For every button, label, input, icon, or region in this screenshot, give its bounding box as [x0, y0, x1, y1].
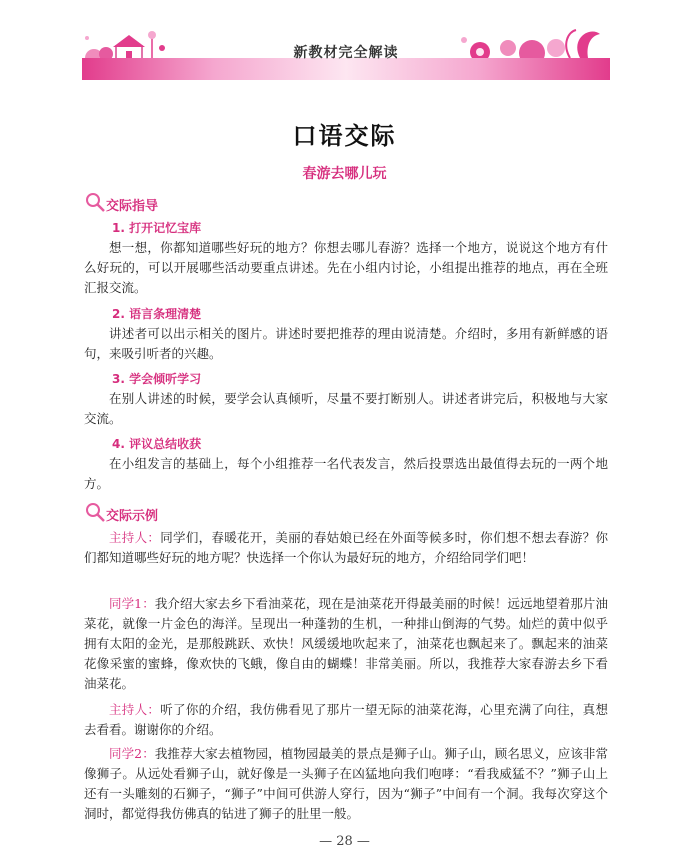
dialogue-line: [84, 700, 608, 740]
page-header: [82, 18, 610, 80]
guide-item-text: 讲述者可以出示相关的图片。讲述时要把推荐的理由说清楚。介绍时，多用有新鲜感的语句，来吸引听者的兴趣。: [84, 326, 608, 361]
section-heading-text: 交际指导: [106, 199, 159, 214]
page-subtitle: 春游去哪儿玩: [302, 166, 387, 182]
magnifier-icon: [84, 501, 106, 523]
speaker-label: 主持人：: [109, 702, 161, 717]
dialogue-text: 我介绍大家去乡下看油菜花，现在是油菜花开得最美丽的时候！远远地望着那片油菜花，就像一片金色的海洋。呈现出一种蓬勃的生机，一种排山倒海的气势。灿烂的黄中似乎拥有太阳的金光，是那般跳跃、欢快！风缓缓地吹起来了，油菜花也飘起来了。飘起来的油菜花像采蜜的蜜蜂，像欢快的飞蛾，像自由的蝴蝶！非常美丽。所以，我推荐大家春游去乡下看油菜花。: [84, 596, 608, 691]
dialogue-line: [84, 528, 608, 568]
guide-item-text: 想一想，你都知道哪些好玩的地方？你想去哪儿春游？选择一个地方，说说这个地方有什么好玩的，可以开展哪些活动要重点讲述。先在小组内讨论，小组提出推荐的地点，再在全班汇报交流。: [84, 240, 608, 295]
speaker-label: 同学1：: [109, 596, 155, 611]
dialogue-text: 我推荐大家去植物园，植物园最美的景点是狮子山。狮子山，顾名思义，应该非常像狮子。从远处看狮子山，就好像是一头狮子在凶猛地向我们咆哮：“看我威猛不？”狮子山上还有一头雕刻的石狮子，“狮子”中间可供游人穿行，因为“狮子”中间有一个洞。我每次穿这个洞时，都觉得我仿佛真的钻进了狮子的肚里一般。: [84, 746, 608, 821]
header-title: 新教材完全解读: [293, 45, 399, 61]
guide-item-text: 在小组发言的基础上，每个小组推荐一名代表发言，然后投票选出最值得去玩的一两个地方。: [84, 456, 608, 491]
guide-item-text: 在别人讲述的时候，要学会认真倾听，尽量不要打断别人。讲述者讲完后，积极地与大家交流。: [84, 391, 608, 426]
speaker-label: 同学2：: [109, 746, 155, 761]
page-number: — 28 —: [319, 834, 370, 849]
speaker-label: 主持人：: [109, 530, 161, 545]
section-heading-text: 交际示例: [106, 509, 159, 524]
guide-item-title: 2. 语言条理清楚: [112, 307, 202, 321]
page-title: 口语交际: [292, 121, 397, 150]
guide-item-title: 4. 评议总结收获: [112, 437, 202, 451]
dialogue-text: 听了你的介绍，我仿佛看见了那片一望无际的油菜花海，心里充满了向往，真想去看看。谢谢你的介绍。: [84, 702, 608, 737]
guide-item-title: 3. 学会倾听学习: [112, 372, 202, 386]
dialogue-line: [84, 594, 608, 694]
dialogue-text: 同学们，春暖花开，美丽的春姑娘已经在外面等候多时，你们想不想去春游？你们都知道哪些好玩的地方呢？快选择一个你认为最好玩的地方，介绍给同学们吧！: [84, 530, 608, 565]
magnifier-icon: [84, 191, 106, 213]
dialogue-line: [84, 744, 608, 824]
guide-item-title: 1. 打开记忆宝库: [112, 221, 202, 235]
